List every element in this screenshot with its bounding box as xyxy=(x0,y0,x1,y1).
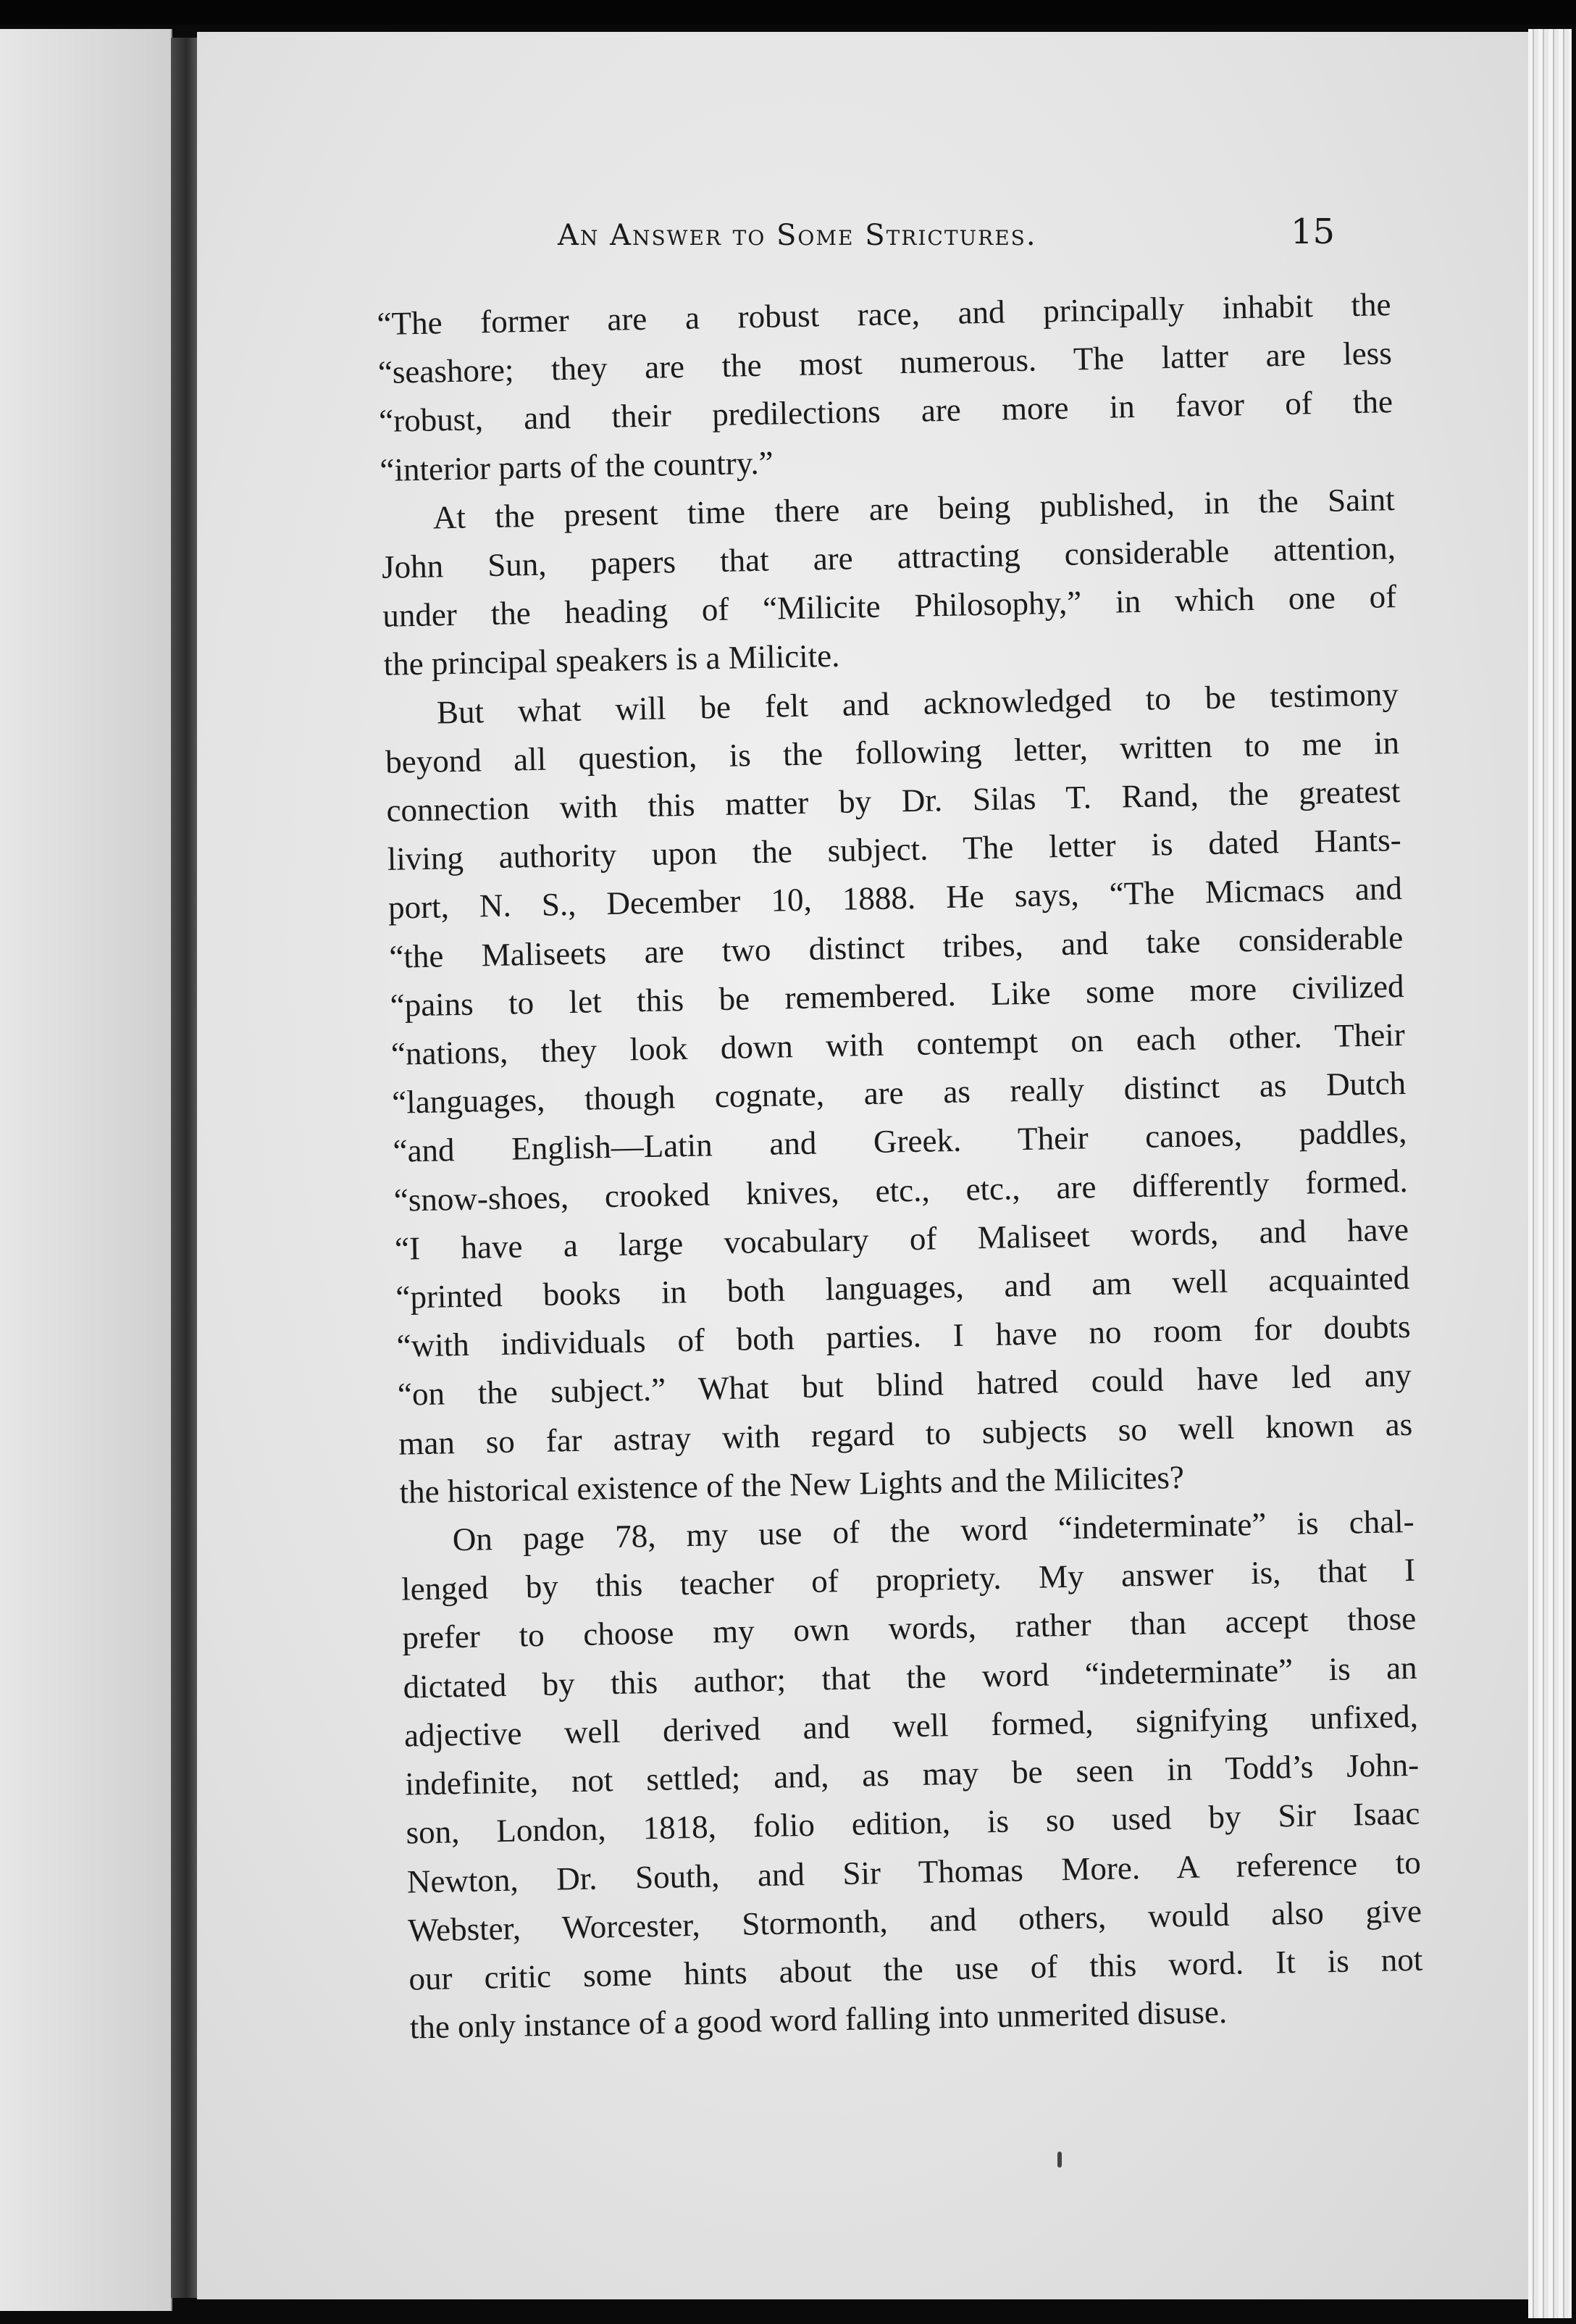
text-line: adjective well derived and well formed, signifying unfixed, xyxy=(403,1697,1419,1754)
text-line: “the Maliseets are two distinct tribes, and take considerable xyxy=(388,919,1404,975)
text-line: “I have a large vocabulary of Maliseet words, and have xyxy=(394,1211,1409,1267)
text-line: “languages, though cognate, are as really distinct as Dutch xyxy=(391,1065,1407,1121)
text-line: “seashore; they are the most numerous. The latter are less xyxy=(377,335,1393,391)
text-line: Webster, Worcester, Stormonth, and others, would also give xyxy=(407,1892,1422,1949)
text-line: son, London, 1818, folio edition, is so used by Sir Isaac xyxy=(406,1795,1420,1851)
text-line: “interior parts of the country.” xyxy=(380,444,774,488)
page-number: 15 xyxy=(1291,212,1336,252)
text-line: “and English—Latin and Greek. Their canoes, paddles, xyxy=(393,1113,1407,1170)
text-line: “robust, and their predilections are more in favor of the xyxy=(378,383,1393,440)
text-line: beyond all question, is the following letter, written to me in xyxy=(385,724,1400,780)
paragraph xyxy=(400,1497,1424,2052)
text-line: the principal speakers is a Milicite. xyxy=(383,638,840,683)
page-edges xyxy=(1528,29,1572,2318)
text-line: living authority upon the subject. The letter is dated Hants- xyxy=(387,822,1402,878)
left-facing-page xyxy=(0,29,172,2311)
text-line: “The former are a robust race, and principally inhabit the xyxy=(377,286,1391,342)
text-line: On page 78, my use of the word “indeterminate” is chal- xyxy=(452,1502,1415,1558)
text-line: John Sun, papers that are attracting considerable attention, xyxy=(381,530,1396,585)
paragraph xyxy=(384,670,1414,1517)
text-line: Newton, Dr. South, and Sir Thomas More. A reference to xyxy=(406,1844,1422,1900)
text-line: indefinite, not settled; and, as may be seen in Todd’s John- xyxy=(404,1746,1420,1802)
text-line: “nations, they look down with contempt on each other. Their xyxy=(390,1016,1406,1072)
text-line: But what will be felt and acknowledged to be testimony xyxy=(436,675,1399,731)
running-title: An Answer to Some Strictures. xyxy=(558,219,1037,252)
text-line: the only instance of a good word falling into unmerited disuse. xyxy=(409,1994,1228,2046)
text-line: At the present time there are being published, in the Saint xyxy=(432,480,1396,536)
paragraph xyxy=(377,280,1394,495)
text-line: “with individuals of both parties. I have no room for doubts xyxy=(396,1308,1411,1364)
text-line: the historical existence of the New Lights and the Milicites? xyxy=(399,1458,1185,1510)
text-line: “pains to let this be remembered. Like some more civilized xyxy=(390,967,1404,1024)
text-line: under the heading of “Milicite Philosophy,” in which one of xyxy=(382,578,1397,635)
running-header xyxy=(558,212,1354,269)
text-line: man so far astray with regard to subjects so well known as xyxy=(398,1405,1413,1462)
paragraph xyxy=(380,475,1398,690)
scan-top-border xyxy=(0,0,1576,25)
text-line: dictated by this author; that the word “indeterminate” is an xyxy=(403,1649,1417,1705)
body-text xyxy=(377,280,1424,2052)
book-gutter xyxy=(171,38,197,2298)
text-line: lenged by this teacher of propriety. My answer is, that I xyxy=(401,1552,1416,1608)
text-line: port, N. S., December 10, 1888. He says, “The Micmacs and xyxy=(387,870,1403,927)
text-line: prefer to choose my own words, rather than accept those xyxy=(401,1600,1417,1657)
text-line: “on the subject.” What but blind hatred could have led any xyxy=(397,1357,1412,1413)
text-line: “printed books in both languages, and am well acquainted xyxy=(395,1259,1410,1316)
print-speck xyxy=(1057,2152,1062,2168)
text-line: “snow-shoes, crooked knives, etc., etc., are differently formed. xyxy=(393,1162,1409,1219)
text-line: our critic some hints about the use of this word. It is not xyxy=(408,1941,1423,1997)
text-line: connection with this matter by Dr. Silas T. Rand, the greatest xyxy=(386,773,1401,829)
